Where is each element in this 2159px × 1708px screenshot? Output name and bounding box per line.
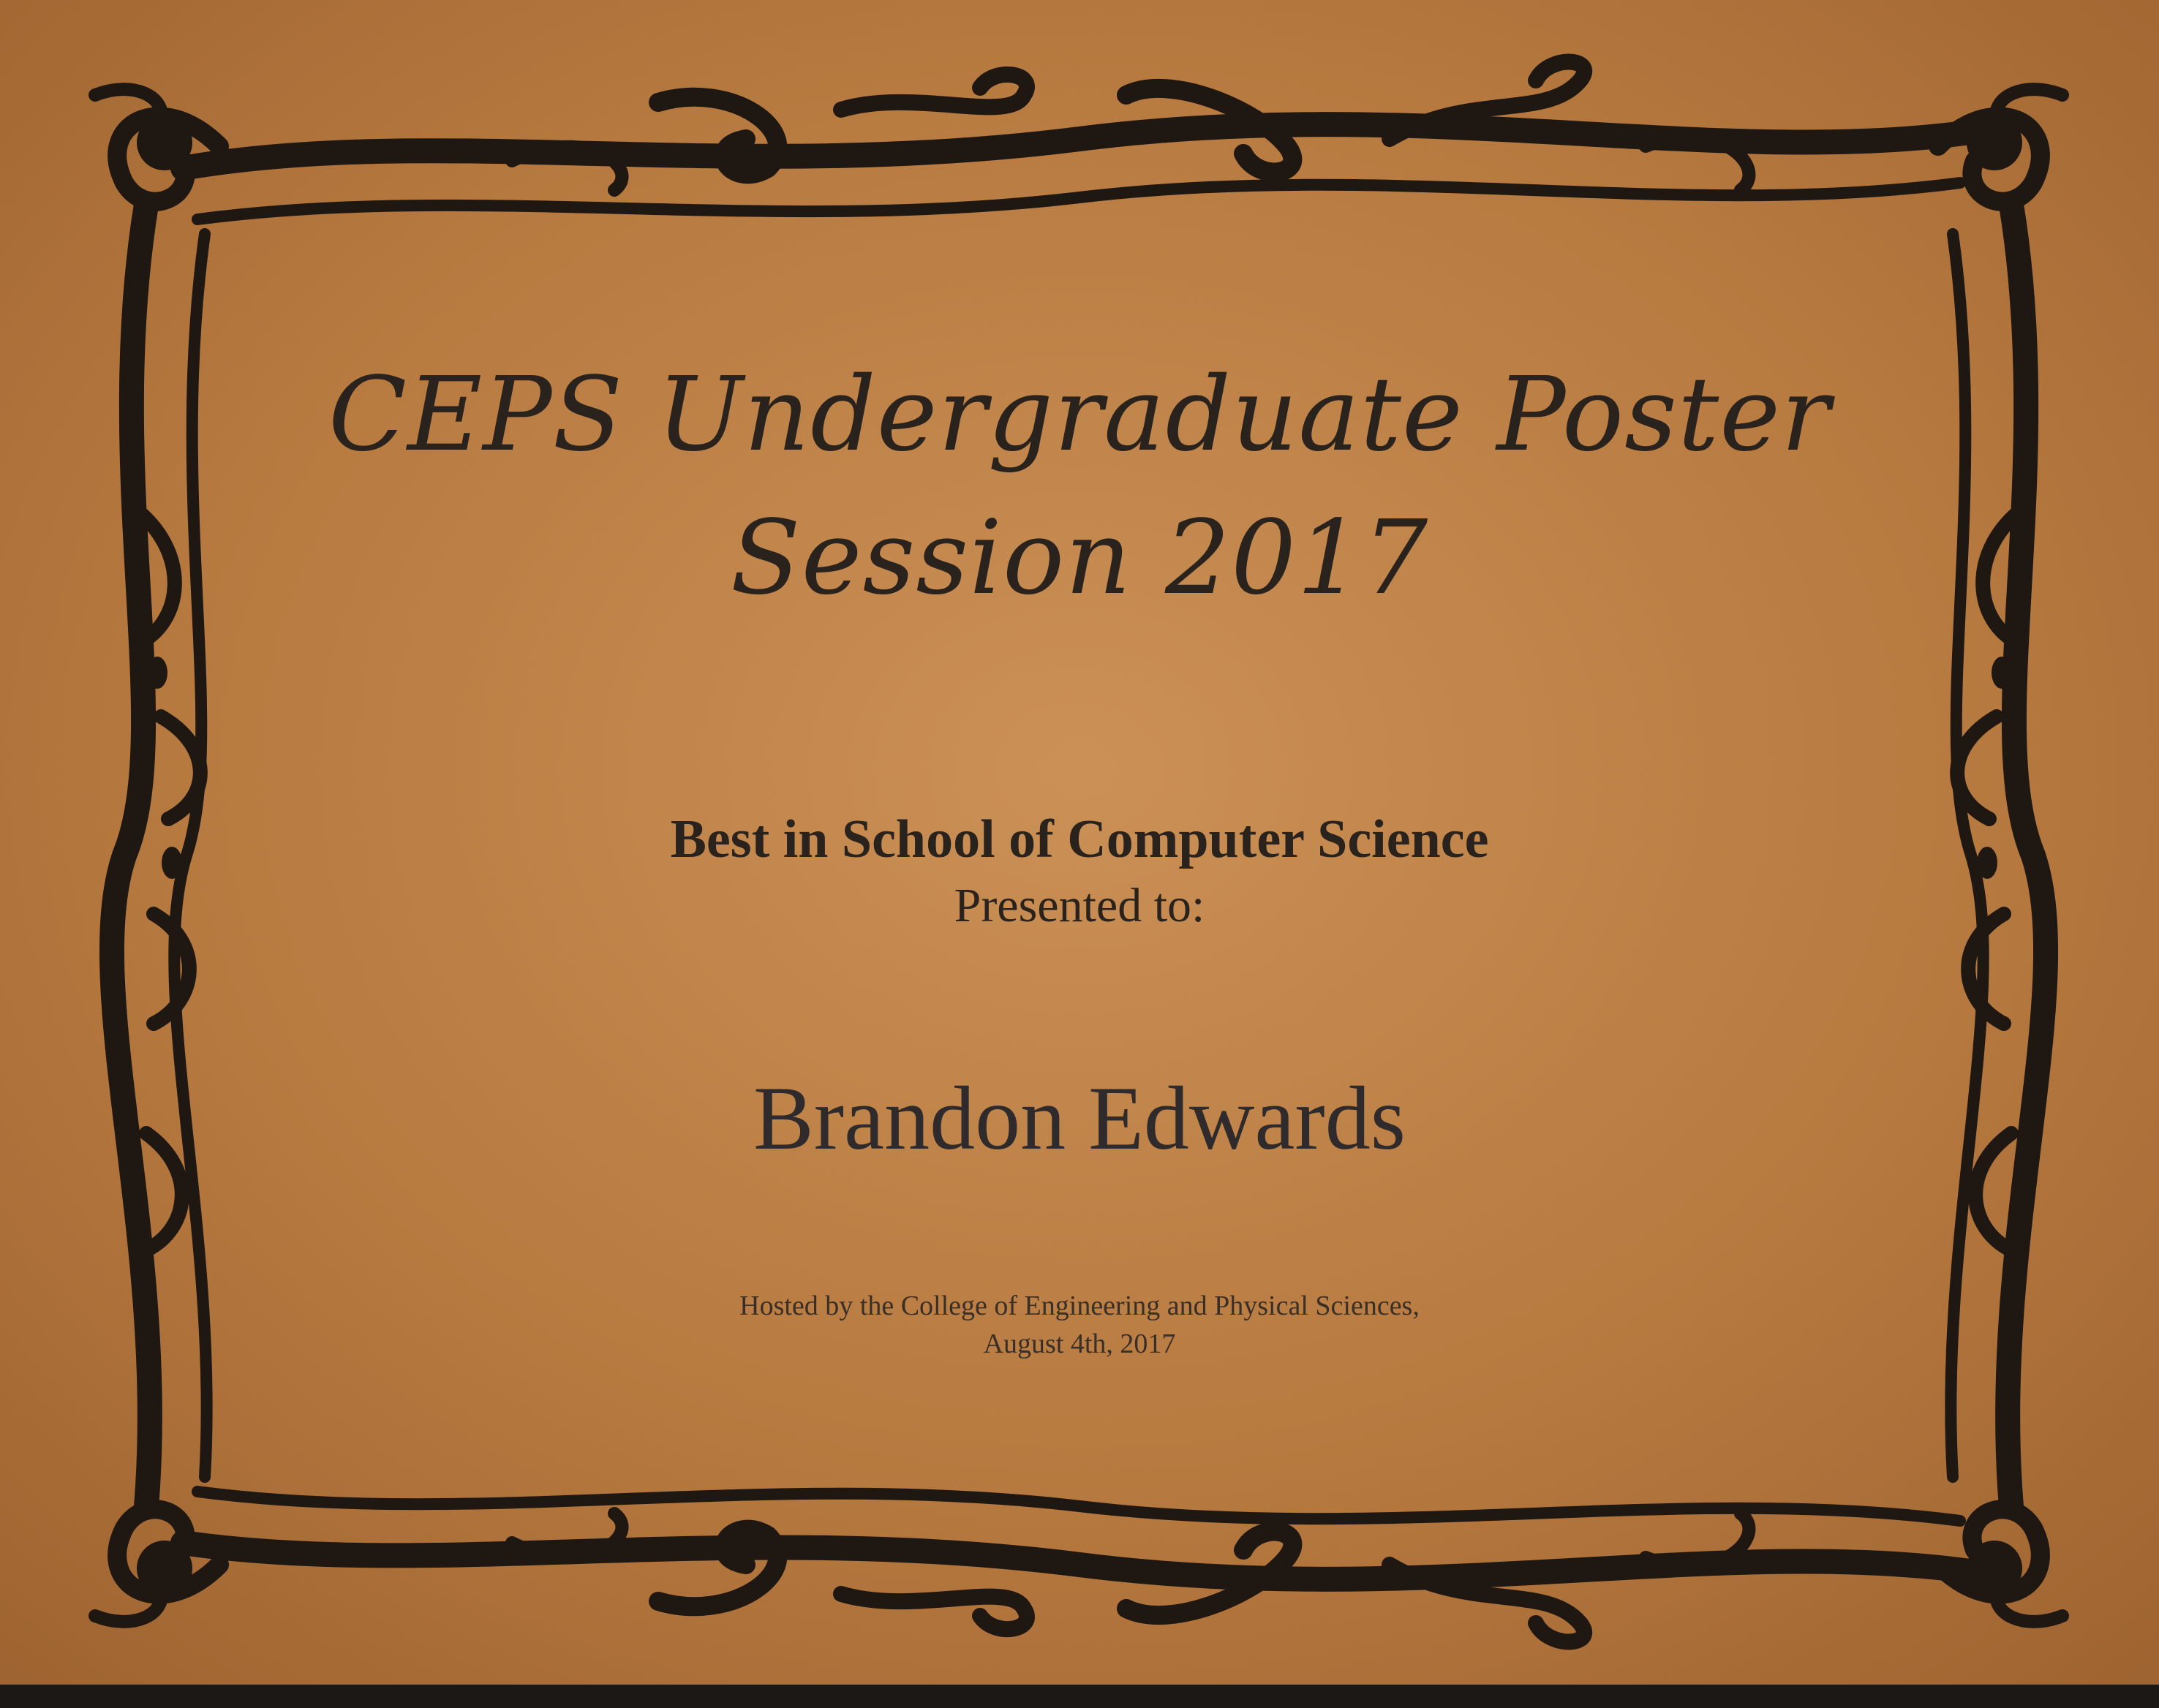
plaque-bottom-edge <box>0 1685 2159 1708</box>
plaque-title <box>0 344 2159 630</box>
presented-to-label: Presented to: <box>954 879 1205 932</box>
award-category: Best in School of Computer Science <box>670 809 1489 869</box>
title-line-1: CEPS Undergraduate Poster <box>328 355 1831 475</box>
hosted-by-text: Hosted by the College of Engineering and Physical Sciences, <box>739 1291 1420 1321</box>
recipient-name: Brandon Edwards <box>753 1068 1406 1168</box>
award-date: August 4th, 2017 <box>983 1329 1176 1359</box>
title-line-2: Session 2017 <box>730 499 1429 618</box>
